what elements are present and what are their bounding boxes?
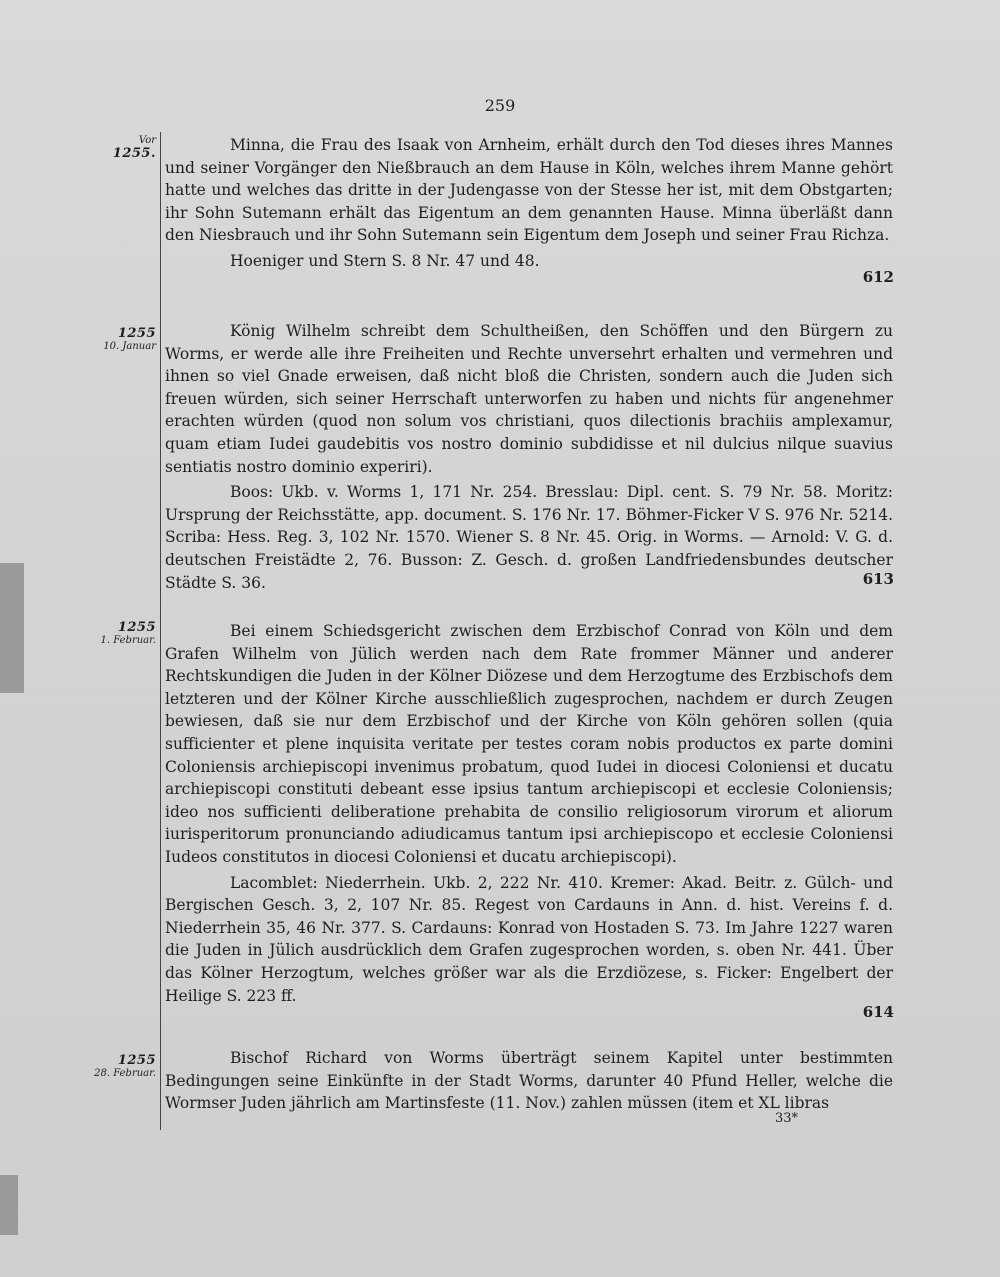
page-number: 259 xyxy=(484,96,516,115)
entry-source: Boos: Ukb. v. Worms 1, 171 Nr. 254. Bresslau: Dipl. cent. S. 79 Nr. 58. Moritz: Ursprung der Reichsstätte, app. document. S. 176 Nr. 17. Böhmer-Ficker V S. 976 Nr. 5214. Scriba: Hess. Reg. 3, 102 Nr. 1570. Wiener S. 8 Nr. 45. Orig. in Worms. — Arnold: V. G. d. deutschen Freistädte 2, 76. Busson: Z. Gesch. d. großen Landfriedensbundes deutscher Städte S. 36. xyxy=(165,483,893,592)
entry-text: Bei einem Schiedsgericht zwischen dem Erzbischof Conrad von Köln und dem Grafen Wilhelm von Jülich werden nach dem Rate frommer Männer und anderer Rechtskundigen die Juden in der Kölner Diözese und dem Herzogtume des Erzbischofs dem letzteren und der Kölner Kirche ausschließlich zugesprochen, nachdem er durch Zeugen bewiesen, daß sie nur dem Erzbischof und der Kirche von Köln gehören sollen (quia sufficienter et plene inquisita veritate per testes coram nobis productos ex parte domini Coloniensis archiepiscopi invenimus probatum, quod Iudei in diocesi Coloniensi et ducatu archiepiscopi constituti debeant esse ipsius tantum archiepiscopi et ecclesie Coloniensis; ideo nos sufficienti deliberatione prehabita de consilio religiosorum virorum et aliorum iurisperitorum pronunciando adiudicamus tantum ipsi archiepiscopo et ecclesie Coloniensi Iudeos constitutos in diocesi Coloniensi et ducatu archiepiscopi). xyxy=(165,622,893,866)
entry-text: Minna, die Frau des Isaak von Arnheim, erhält durch den Tod dieses ihres Mannes und seiner Vorgänger den Nießbrauch an dem Hause in Köln, welches ihrem Manne gehört hatte und welches das dritte in der Judengasse von der Stesse her ist, mit dem Obstgarten; ihr Sohn Sutemann erhält das Eigentum an dem genannten Hause. Minna überläßt dann den Niesbrauch und ihr Sohn Sutemann sein Eigentum dem Joseph und seiner Frau Richza. xyxy=(165,136,893,245)
entry-number: 613 xyxy=(862,570,894,588)
margin-date-3 xyxy=(70,620,156,646)
margin-note-date: 28. Februar. xyxy=(94,1068,156,1079)
margin-note-year: 1255 xyxy=(117,620,156,635)
entry-source: Hoeniger und Stern S. 8 Nr. 47 und 48. xyxy=(230,251,540,270)
entry-615 xyxy=(165,1047,893,1115)
entry-text: König Wilhelm schreibt dem Schultheißen, den Schöffen und den Bürgern zu Worms, er werde alle ihre Freiheiten und Rechte unversehrt erhalten und vermehren und ihnen so viel Gnade erweisen, daß nicht bloß die Christen, sondern auch die Juden sich freuen würden, sich seiner Herrschaft unterworfen zu haben und nichts für angenehmer erachten würden (quod non solum vos christiani, quos dilectionis brachiis amplexamur, quam etiam Iudei gaudebitis vos nostro dominio subdidisse et nil dulcius nilque suavius sentiatis nostro dominio experiri). xyxy=(165,322,893,476)
margin-note-date: 10. Januar xyxy=(103,341,156,352)
margin-date-1 xyxy=(70,135,156,161)
margin-date-4 xyxy=(70,1053,156,1079)
signature-mark: 33* xyxy=(775,1111,799,1126)
entry-number: 614 xyxy=(862,1003,894,1021)
margin-note-year: 1255. xyxy=(112,146,156,161)
margin-date-2 xyxy=(70,326,156,352)
margin-note-prefix: Vor xyxy=(138,135,156,146)
page-edge-shadow xyxy=(0,563,24,693)
entry-612 xyxy=(165,134,893,273)
entry-number: 612 xyxy=(862,268,894,286)
margin-note-year: 1255 xyxy=(117,1053,156,1068)
entry-613 xyxy=(165,320,893,594)
entry-source: Lacomblet: Niederrhein. Ukb. 2, 222 Nr. 410. Kremer: Akad. Beitr. z. Gülch- und Bergischen Gesch. 3, 2, 107 Nr. 85. Regest von Cardauns in Ann. d. hist. Vereins f. d. Niederrhein 35, 46 Nr. 377. S. Cardauns: Konrad von Hostaden S. 73. Im Jahre 1227 waren die Juden in Jülich ausdrücklich dem Grafen zugesprochen worden, s. oben Nr. 441. Über das Kölner Herzogtum, welches größer war als die Erzdiözese, s. Ficker: Engelbert der Heilige S. 223 ff. xyxy=(165,873,893,1005)
margin-note-date: 1. Februar. xyxy=(100,635,156,646)
entry-text: Bischof Richard von Worms überträgt seinem Kapitel unter bestimmten Bedingungen seine Einkünfte in der Stadt Worms, darunter 40 Pfund Heller, welche die Wormser Juden jährlich am Martinsfeste (11. Nov.) zahlen müssen (item et XL libras xyxy=(165,1049,893,1113)
margin-note-year: 1255 xyxy=(117,326,156,341)
page-edge-shadow xyxy=(0,1175,18,1235)
margin-rule xyxy=(160,132,161,1130)
entry-614 xyxy=(165,620,893,1007)
